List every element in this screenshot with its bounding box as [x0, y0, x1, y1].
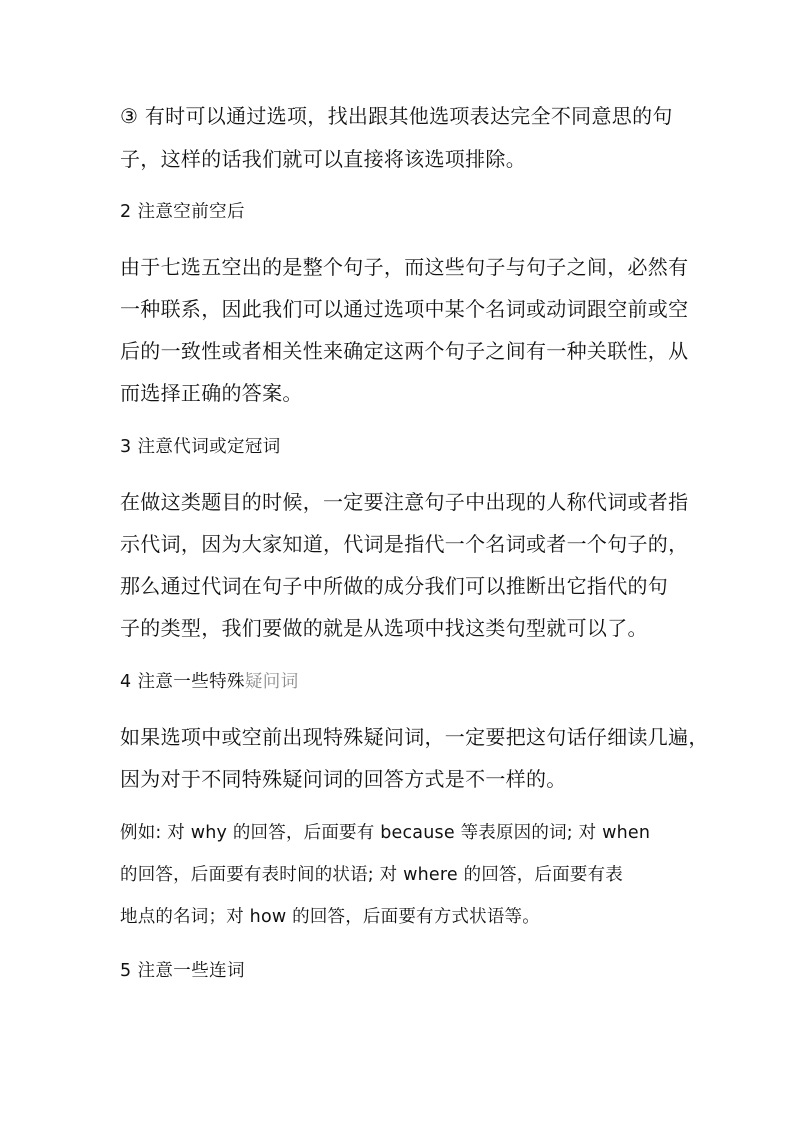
paragraph-2-line-4: 而选择正确的答案。 — [120, 381, 303, 405]
heading-4 — [120, 674, 680, 692]
paragraph-3-line-4: 子的类型，我们要做的就是从选项中找这类句型就可以了。 — [120, 616, 648, 640]
paragraph-2-line-1: 由于七选五空出的是整个句子，而这些句子与句子之间，必然有 — [120, 255, 689, 279]
heading-4-accent: 疑问词 — [244, 672, 299, 692]
paragraph-2-line-3: 后的一致性或者相关性来确定这两个句子之间有一种关联性，从 — [120, 339, 689, 363]
example-line-3: 地点的名词；对 how 的回答，后面要有方式状语等。 — [120, 907, 540, 927]
example-line-1: 例如: 对 why 的回答，后面要有 because 等表原因的词; 对 when — [120, 823, 651, 843]
paragraph-3-line-3: 那么通过代词在句子中所做的成分我们可以推断出它指代的句 — [120, 574, 669, 598]
paragraph-1-line-2: 子，这样的话我们就可以直接将该选项排除。 — [120, 147, 526, 171]
example-line-2: 的回答，后面要有表时间的状语; 对 where 的回答，后面要有表 — [120, 865, 623, 885]
heading-5: 5 注意一些连词 — [120, 961, 245, 981]
paragraph-3-line-1: 在做这类题目的时候，一定要注意句子中出现的人称代词或者指 — [120, 490, 689, 514]
heading-2: 2 注意空前空后 — [120, 202, 245, 222]
paragraph-4-line-1: 如果选项中或空前出现特殊疑问词，一定要把这句话仔细读几遍， — [120, 725, 709, 749]
paragraph-3-line-2: 示代词，因为大家知道，代词是指代一个名词或者一个句子的， — [120, 532, 689, 556]
heading-3: 3 注意代词或定冠词 — [120, 437, 281, 457]
paragraph-4-line-2: 因为对于不同特殊疑问词的回答方式是不一样的。 — [120, 767, 567, 791]
paragraph-1-line-1: ③ 有时可以通过选项，找出跟其他选项表达完全不同意思的句 — [120, 104, 673, 128]
heading-4-prefix: 4 注意一些特殊 — [120, 672, 245, 692]
paragraph-2-line-2: 一种联系，因此我们可以通过选项中某个名词或动词跟空前或空 — [120, 297, 689, 321]
